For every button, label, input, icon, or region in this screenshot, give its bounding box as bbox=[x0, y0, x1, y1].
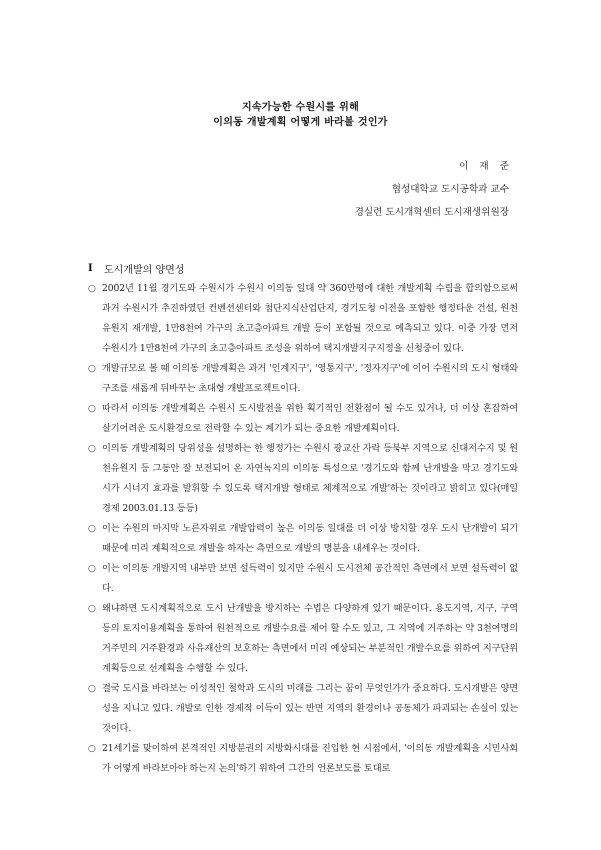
paragraph-text: 이의동 개발계획의 당위성을 설명하는 한 행정가는 수원시 광교산 자락 등북부 지역으로 신대저수지 및 원천유원지 등 그동안 잘 보전되어 온 자연녹지의 이의동 특성으로 '경기도와 함께 난개발을 막고 경기도와 시가 시너지 효과를 발휘할 수 있도록 택지개발 형태로 체계적으로 개발'하는 것이라고 밝히고 있다(매일경제 2003.01.13 등등) bbox=[102, 443, 518, 514]
author-name: 이 재 준 bbox=[459, 161, 513, 172]
bullet-icon: ○ bbox=[88, 364, 96, 374]
list-item bbox=[88, 559, 518, 599]
paragraph-text: 이는 수원의 마지막 노른자위로 개발압력이 높은 이의동 일대를 더 이상 방치할 경우 도시 난개발이 되기 때문에 미리 계획적으로 개발을 하자는 측면으로 개발의 명분을 내세우는 것이다. bbox=[102, 523, 518, 554]
bullet-icon: ○ bbox=[88, 744, 96, 754]
list-item bbox=[88, 279, 518, 359]
bullet-icon: ○ bbox=[88, 444, 96, 454]
section-heading bbox=[88, 261, 184, 276]
paragraph-text: 21세기를 맞이하여 본격적인 지방분권의 지방화시대를 진입한 현 시점에서, '이의동 개발계획을 시민사회가 어떻게 바라보아야 하는지 논의'하기 위하여 그간의 언론보도를 토대로 bbox=[102, 743, 518, 774]
bullet-icon: ○ bbox=[88, 564, 96, 574]
author-affiliation-university: 협성대학교 도시공학과 교수 bbox=[391, 184, 509, 195]
bullet-icon: ○ bbox=[88, 684, 96, 694]
list-item bbox=[88, 399, 518, 439]
list-item bbox=[88, 739, 518, 779]
document-subtitle: 이의동 개발계획 어떻게 바라볼 것인가 bbox=[213, 117, 388, 128]
section-number: Ⅰ bbox=[88, 263, 93, 274]
document-title: 지속가능한 수원시를 위해 bbox=[241, 102, 360, 113]
section-title: 도시개발의 양면성 bbox=[104, 265, 185, 276]
paragraph-text: 결국 도시를 바라보는 이성적인 철학과 도시의 미래를 그리는 꿈이 무엇인가가 중요하다. 도시개발은 양면성을 지니고 있다. 개발로 인한 경제적 이득이 있는 반면 지역의 환경이나 공동체가 파괴되는 손실이 있는 것이다. bbox=[102, 683, 518, 734]
list-item bbox=[88, 519, 518, 559]
paragraph-text: 왜냐하면 도시계획적으로 도시 난개발을 방지하는 수법은 다양하게 있기 때문이다. 용도지역, 지구, 구역 등의 토지이용계획을 통하여 원천적으로 개발수요를 제어 할 수도 있고, 그 지역에 거주하는 약 3천여명의 거주민의 거주환경과 사유재산의 보호하는 측면에서 미리 예상되는 부분적인 개발수요를 위하여 지구단위계획등으로 선계획을 수행할 수 있다. bbox=[102, 603, 518, 674]
bullet-icon: ○ bbox=[88, 404, 96, 414]
list-item bbox=[88, 679, 518, 739]
bullet-icon: ○ bbox=[88, 524, 96, 534]
bullet-icon: ○ bbox=[88, 284, 96, 294]
author-affiliation-center: 경실련 도시개혁센터 도시재생위원장 bbox=[354, 207, 509, 218]
list-item bbox=[88, 359, 518, 399]
paragraph-text: 이는 이의동 개발지역 내부만 보면 설득력이 있지만 수원시 도시전체 공간적인 측면에서 보면 설득력이 없다. bbox=[102, 563, 518, 594]
list-item bbox=[88, 599, 518, 679]
paragraph-text: 따라서 이의동 개발계획은 수원시 도시발전을 위한 획기적인 전환점이 될 수도 있거나, 더 이상 혼잡하여 살기어려운 도시환경으로 전락할 수 있는 계기가 되는 중요한 개발계획이다. bbox=[102, 403, 518, 434]
paragraph-list bbox=[88, 279, 518, 779]
bullet-icon: ○ bbox=[88, 604, 96, 614]
list-item bbox=[88, 439, 518, 519]
paragraph-text: 2002년 11월 경기도와 수원시가 수원시 이의동 일대 약 360만평에 대한 개발계획 수립을 합의함으로써 과거 수원시가 추진하였던 컨벤션센터와 첨단지식산업단지, 경기도청 이전을 포함한 행정타운 건설, 원천유원지 재개발, 1만8천여 가구의 초고층아파트 개발 등이 포함될 것으로 예측되고 있다. 이중 가장 먼저 수원시가 1만8천여 가구의 초고층아파트 조성을 위하여 택지개발지구지정을 신청중이 있다. bbox=[102, 283, 518, 354]
paragraph-text: 개발규모로 볼 때 이의동 개발계획은 과거 '인계지구', '영통지구', '정자지구'에 이어 수원시의 도시 형태와 구조를 새롭게 뒤바꾸는 초대형 개발프로젝트이다. bbox=[102, 363, 518, 394]
